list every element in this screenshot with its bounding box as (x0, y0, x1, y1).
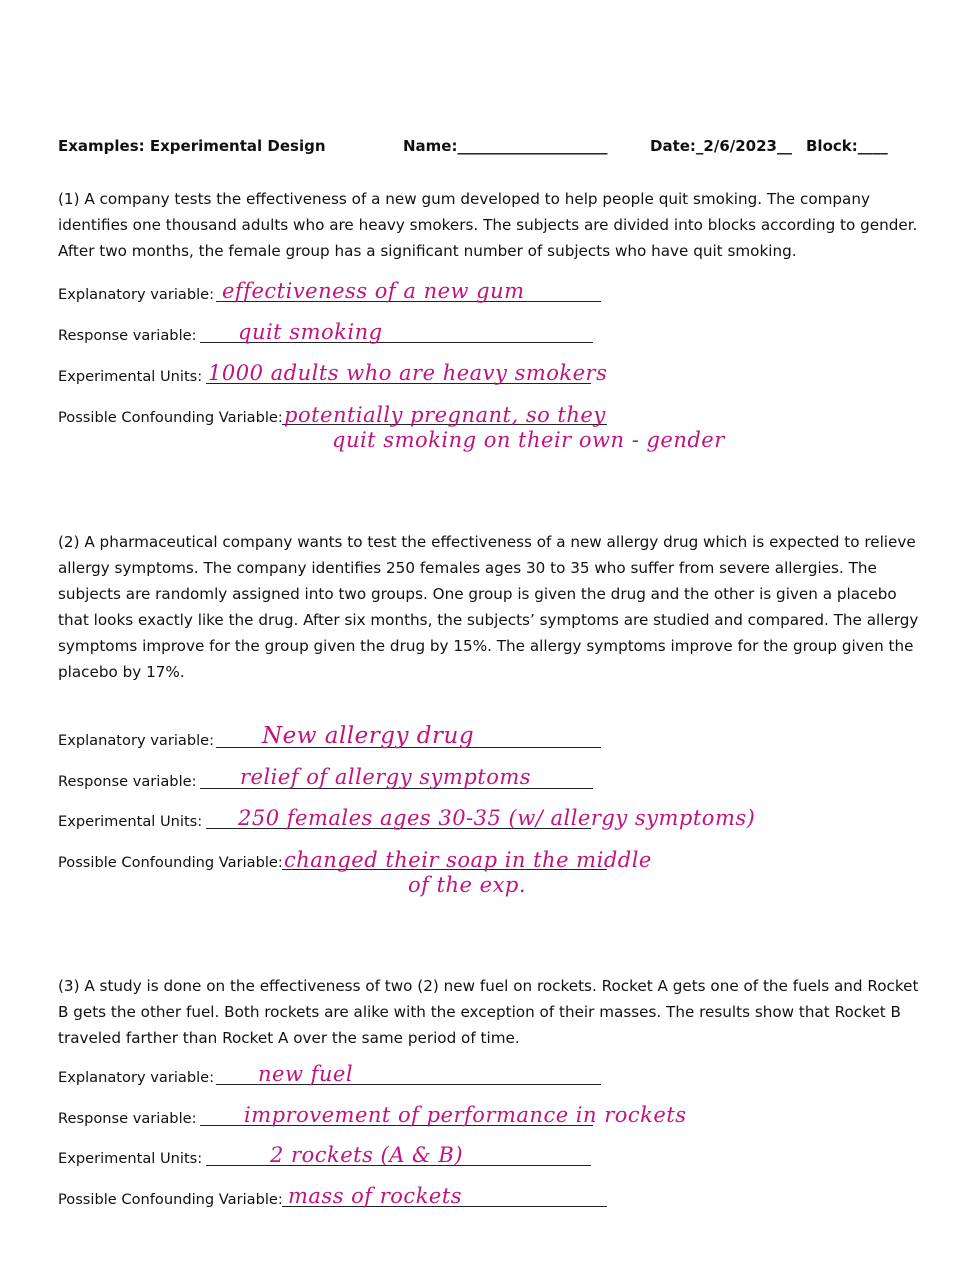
p1-confounding-label: Possible Confounding Variable: (58, 409, 283, 426)
p1-response-answer: quit smoking (238, 320, 383, 344)
p2-confounding-answer-line1: changed their soap in the middle (284, 848, 652, 872)
p1-confounding-answer-line1: potentially pregnant, so they (284, 403, 606, 427)
p2-units-label: Experimental Units: (58, 813, 203, 830)
p1-units-answer: 1000 adults who are heavy smokers (208, 361, 608, 385)
p2-confounding-label: Possible Confounding Variable: (58, 854, 283, 871)
worksheet-title: Examples: Experimental Design (58, 137, 326, 155)
date-field: Date:_2/6/2023__ (650, 137, 792, 155)
p3-explanatory-label: Explanatory variable: (58, 1069, 215, 1086)
p2-units-answer: 250 females ages 30-35 (w/ allergy symptoms) (238, 806, 756, 830)
p1-confounding-answer-line2: quit smoking on their own - gender (332, 428, 725, 452)
p2-response-answer: relief of allergy symptoms (240, 765, 532, 789)
p3-confounding-label: Possible Confounding Variable: (58, 1191, 283, 1208)
p3-response-label: Response variable: (58, 1110, 197, 1127)
problem-2-text: (2) A pharmaceutical company wants to test the effectiveness of a new allergy drug which is expected to relieve allergy symptoms. The company identifies 250 females ages 30 to 35 who suffer from severe allergies. The subjects are randomly assigned into two groups. One group is given the drug and the other is given a placebo that looks exactly like the drug. After six months, the subjects’ symptoms are studied and compared. The allergy symptoms improve for the group given the drug by 15%. The allergy symptoms improve for the group given the placebo by 17%. (58, 533, 919, 681)
p3-explanatory-answer: new fuel (258, 1062, 354, 1086)
p1-units-label: Experimental Units: (58, 368, 203, 385)
p2-explanatory-label: Explanatory variable: (58, 732, 215, 749)
p2-confounding-answer-line2: of the exp. (408, 873, 527, 897)
p3-units-label: Experimental Units: (58, 1150, 203, 1167)
problem-3-text: (3) A study is done on the effectiveness of two (2) new fuel on rockets. Rocket A gets one of the fuels and Rocket B gets the other fuel. Both rockets are alike with the exception of their masses. The results show that Rocket B traveled farther than Rocket A over the same period of time. (58, 977, 919, 1047)
p1-response-label: Response variable: (58, 327, 197, 344)
worksheet-header (58, 137, 918, 159)
p1-explanatory-answer: effectiveness of a new gum (222, 279, 525, 303)
problem-1-text: (1) A company tests the effectiveness of a new gum developed to help people quit smoking. The company identifies one thousand adults who are heavy smokers. The subjects are divided into blocks according to gender. After two months, the female group has a significant number of subjects who have quit smoking. (58, 190, 918, 260)
p3-confounding-answer: mass of rockets (288, 1184, 463, 1208)
p3-response-answer: improvement of performance in rockets (244, 1103, 687, 1127)
block-field: Block:____ (806, 137, 888, 155)
p1-explanatory-label: Explanatory variable: (58, 286, 215, 303)
p3-units-answer: 2 rockets (A & B) (270, 1143, 464, 1167)
p2-explanatory-answer: New allergy drug (262, 723, 475, 749)
p2-response-label: Response variable: (58, 773, 197, 790)
name-field: Name:____________________ (403, 137, 608, 155)
